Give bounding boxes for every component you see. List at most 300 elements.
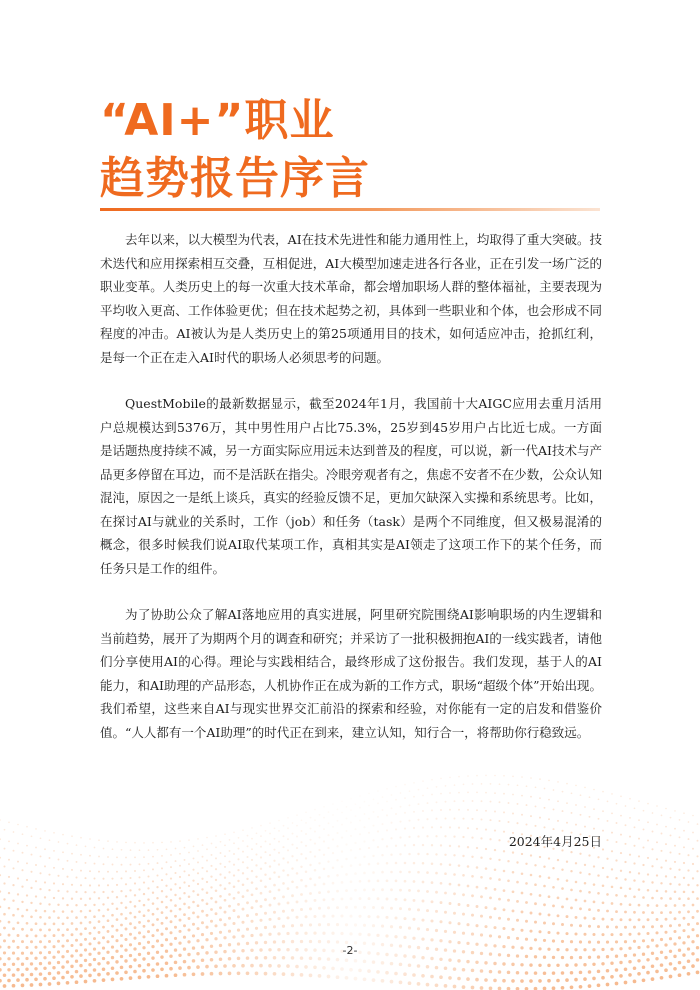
wave-dot xyxy=(669,883,671,885)
wave-dot xyxy=(557,897,560,900)
wave-dot xyxy=(251,859,253,861)
wave-dot xyxy=(462,818,464,820)
wave-dot xyxy=(241,964,245,968)
wave-dot xyxy=(134,870,136,872)
wave-dot xyxy=(638,888,641,891)
wave-dot xyxy=(102,891,104,893)
wave-dot xyxy=(8,934,11,937)
wave-dot xyxy=(175,848,177,850)
wave-dot xyxy=(152,880,154,882)
wave-dot xyxy=(656,890,659,893)
wave-dot xyxy=(197,904,200,907)
wave-dot xyxy=(291,867,293,869)
wave-dot xyxy=(471,914,474,917)
wave-dot xyxy=(619,974,623,978)
wave-dot xyxy=(98,920,101,923)
wave-dot xyxy=(368,880,371,883)
wave-dot xyxy=(448,958,451,961)
wave-dot xyxy=(228,930,231,933)
wave-dot xyxy=(642,864,644,866)
wave-dot xyxy=(269,890,272,893)
wave-dot xyxy=(260,868,262,870)
wave-dot xyxy=(98,931,101,934)
wave-dot xyxy=(440,844,442,846)
wave-dot xyxy=(683,877,685,879)
wave-dot xyxy=(615,877,617,879)
wave-dot xyxy=(422,862,425,865)
wave-dot xyxy=(219,918,222,921)
wave-dot xyxy=(372,855,374,857)
wave-dot xyxy=(670,817,672,819)
wave-dot xyxy=(219,895,222,898)
wave-dot xyxy=(273,911,276,914)
wave-dot xyxy=(439,920,442,923)
wave-dot xyxy=(593,828,595,830)
wave-dot xyxy=(255,887,258,890)
wave-dot xyxy=(385,934,388,937)
wave-dot xyxy=(404,844,406,846)
wave-dot xyxy=(363,960,367,964)
wave-dot xyxy=(655,931,658,934)
wave-dot xyxy=(606,858,608,860)
wave-dot xyxy=(583,963,586,966)
wave-dot xyxy=(278,903,281,906)
wave-dot xyxy=(502,927,505,930)
wave-dot xyxy=(619,961,622,964)
wave-dot xyxy=(539,797,541,799)
wave-dot xyxy=(8,822,10,824)
wave-dot xyxy=(400,806,402,808)
wave-dot xyxy=(656,858,658,860)
wave-dot xyxy=(512,776,514,778)
wave-dot xyxy=(457,959,460,962)
wave-dot xyxy=(624,926,627,929)
wave-dot xyxy=(512,813,514,815)
wave-dot xyxy=(480,837,482,839)
wave-dot xyxy=(305,812,307,814)
wave-dot xyxy=(21,901,23,903)
wave-dot xyxy=(232,964,236,968)
wave-dot xyxy=(255,853,257,855)
wave-dot xyxy=(512,871,515,874)
wave-dot xyxy=(323,868,326,871)
wave-dot xyxy=(458,864,461,867)
wave-dot xyxy=(260,892,263,895)
wave-dot xyxy=(21,915,24,918)
wave-dot xyxy=(31,835,33,837)
wave-dot xyxy=(633,940,636,943)
wave-dot xyxy=(39,972,43,976)
wave-dot xyxy=(75,916,78,919)
wave-dot xyxy=(449,883,452,886)
wave-dot xyxy=(278,841,280,843)
wave-dot xyxy=(8,876,10,878)
wave-dot xyxy=(268,918,271,921)
wave-dot xyxy=(363,889,366,892)
wave-dot xyxy=(390,962,394,966)
wave-dot xyxy=(669,962,673,966)
wave-dot xyxy=(228,905,231,908)
wave-dot xyxy=(345,906,348,909)
wave-dot xyxy=(548,838,550,840)
wave-dot xyxy=(458,845,460,847)
wave-dot xyxy=(287,817,289,819)
wave-dot xyxy=(332,898,335,901)
wave-dot xyxy=(656,918,659,921)
wave-dot xyxy=(647,904,650,907)
wave-dot xyxy=(53,897,55,899)
wave-dot xyxy=(80,933,83,936)
wave-dot xyxy=(390,822,392,824)
wave-dot xyxy=(210,875,212,877)
wave-dot xyxy=(107,840,109,842)
wave-dot xyxy=(93,877,95,879)
wave-dot xyxy=(102,957,105,960)
wave-dot xyxy=(193,857,195,859)
wave-dot xyxy=(201,867,203,869)
wave-dot xyxy=(521,795,523,797)
wave-dot xyxy=(377,880,380,883)
wave-dot xyxy=(458,827,460,829)
wave-dot xyxy=(552,922,555,925)
wave-dot xyxy=(296,900,299,903)
wave-dot xyxy=(62,834,64,836)
wave-dot xyxy=(480,856,482,858)
wave-dot xyxy=(129,889,131,891)
wave-dot xyxy=(601,962,604,965)
wave-dot xyxy=(664,968,668,972)
wave-dot xyxy=(133,958,136,961)
wave-dot xyxy=(111,903,113,905)
wave-dot xyxy=(269,877,272,880)
wave-dot xyxy=(259,964,263,968)
wave-dot xyxy=(390,980,394,984)
wave-dot xyxy=(345,873,348,876)
wave-dot xyxy=(215,835,217,837)
wave-dot xyxy=(651,925,654,928)
wave-dot xyxy=(201,899,204,902)
wave-dot xyxy=(696,910,699,913)
wave-dot xyxy=(588,891,591,894)
wave-dot xyxy=(426,871,429,874)
wave-dot xyxy=(674,810,676,812)
wave-dot xyxy=(467,792,469,794)
wave-dot xyxy=(143,925,146,928)
wave-dot xyxy=(381,906,384,909)
wave-dot xyxy=(40,855,42,857)
wave-dot xyxy=(462,874,465,877)
wave-dot xyxy=(79,964,82,967)
wave-dot xyxy=(525,938,528,941)
wave-dot xyxy=(44,923,47,926)
wave-dot xyxy=(12,884,14,886)
wave-dot xyxy=(462,968,466,972)
wave-dot xyxy=(183,960,187,964)
wave-dot xyxy=(296,886,299,889)
wave-dot xyxy=(165,927,168,930)
wave-dot xyxy=(485,867,488,870)
wave-dot xyxy=(444,872,447,875)
wave-dot xyxy=(17,908,20,911)
wave-dot xyxy=(651,911,654,914)
wave-dot xyxy=(467,827,469,829)
wave-dot xyxy=(125,870,127,872)
wave-dot xyxy=(363,924,366,927)
wave-dot xyxy=(620,887,623,890)
wave-dot xyxy=(336,874,339,877)
wave-dot xyxy=(516,937,519,940)
wave-dot xyxy=(296,847,298,849)
wave-dot xyxy=(309,974,313,978)
wave-dot xyxy=(211,854,213,856)
wave-dot xyxy=(35,934,38,937)
wave-dot xyxy=(256,843,258,845)
wave-dot xyxy=(494,775,496,777)
wave-dot xyxy=(583,933,586,936)
wave-dot xyxy=(481,783,483,785)
wave-dot xyxy=(579,924,582,927)
wave-dot xyxy=(277,964,281,968)
wave-dot xyxy=(687,935,690,938)
wave-dot xyxy=(471,818,473,820)
wave-dot xyxy=(318,862,320,864)
wave-dot xyxy=(381,871,384,874)
wave-dot xyxy=(350,897,353,900)
wave-dot xyxy=(516,842,518,844)
wave-dot xyxy=(147,898,149,900)
wave-dot xyxy=(318,940,321,943)
wave-dot xyxy=(215,857,217,859)
wave-dot xyxy=(205,926,208,929)
wave-dot xyxy=(251,893,254,896)
wave-dot xyxy=(341,812,343,814)
wave-dot xyxy=(138,888,140,890)
wave-dot xyxy=(526,804,528,806)
wave-dot xyxy=(57,940,60,943)
wave-dot xyxy=(493,962,496,965)
wave-dot xyxy=(503,870,506,873)
wave-dot xyxy=(435,853,437,855)
wave-dot xyxy=(62,922,65,925)
wave-dot xyxy=(26,879,28,881)
wave-dot xyxy=(107,908,110,911)
wave-dot xyxy=(193,846,195,848)
wave-dot xyxy=(646,958,649,961)
wave-dot xyxy=(98,856,100,858)
wave-dot xyxy=(336,859,338,861)
wave-dot xyxy=(0,979,2,983)
wave-dot xyxy=(310,817,312,819)
wave-dot xyxy=(507,860,509,862)
wave-dot xyxy=(385,916,388,919)
wave-dot xyxy=(566,841,568,843)
wave-dot xyxy=(0,874,1,876)
wave-dot xyxy=(624,843,626,845)
wave-dot xyxy=(219,884,221,886)
wave-dot xyxy=(210,958,214,962)
wave-dot xyxy=(282,882,285,885)
wave-dot xyxy=(345,843,347,845)
wave-dot xyxy=(615,859,617,861)
wave-dot xyxy=(372,871,375,874)
wave-dot xyxy=(629,817,631,819)
wave-dot xyxy=(192,901,195,904)
wave-dot xyxy=(341,881,344,884)
wave-dot xyxy=(93,915,96,918)
wave-dot xyxy=(215,868,217,870)
wave-dot xyxy=(570,851,572,853)
wave-dot xyxy=(238,837,240,839)
wave-dot xyxy=(593,883,596,886)
wave-dot xyxy=(606,876,608,878)
wave-dot xyxy=(444,984,448,988)
wave-dot xyxy=(557,859,559,861)
wave-dot xyxy=(516,822,518,824)
wave-dot xyxy=(0,890,1,892)
wave-dot xyxy=(368,847,370,849)
wave-dot xyxy=(602,918,605,921)
wave-dot xyxy=(192,912,195,915)
wave-dot xyxy=(13,831,15,833)
wave-dot xyxy=(314,819,316,821)
wave-dot xyxy=(520,979,524,983)
wave-dot xyxy=(341,824,343,826)
wave-dot xyxy=(89,855,91,857)
wave-dot xyxy=(543,885,546,888)
wave-dot xyxy=(22,833,24,835)
wave-dot xyxy=(84,904,86,906)
wave-dot xyxy=(534,902,537,905)
wave-dot xyxy=(57,961,60,964)
wave-dot xyxy=(287,861,289,863)
wave-dot xyxy=(498,970,502,974)
wave-dot xyxy=(435,929,438,932)
title-line-2: 趋势报告序言 xyxy=(100,153,370,204)
wave-dot xyxy=(565,932,568,935)
wave-dot xyxy=(399,836,401,838)
wave-dot xyxy=(431,900,434,903)
wave-dot xyxy=(692,891,695,894)
wave-dot xyxy=(170,878,172,880)
wave-dot xyxy=(683,904,686,907)
wave-dot xyxy=(196,939,199,942)
wave-dot xyxy=(85,862,87,864)
wave-dot xyxy=(688,838,690,840)
wave-dot xyxy=(579,985,583,989)
wave-dot xyxy=(385,971,389,975)
wave-dot xyxy=(386,845,388,847)
wave-dot xyxy=(364,801,366,803)
wave-dot xyxy=(408,820,410,822)
wave-dot xyxy=(102,936,105,939)
wave-dot xyxy=(526,785,528,787)
wave-dot xyxy=(228,893,231,896)
wave-dot xyxy=(30,871,32,873)
wave-dot xyxy=(336,923,339,926)
wave-dot xyxy=(30,940,33,943)
wave-dot xyxy=(148,863,150,865)
wave-dot xyxy=(674,890,677,893)
wave-dot xyxy=(436,801,438,803)
wave-dot xyxy=(436,786,438,788)
wave-dot xyxy=(463,800,465,802)
wave-dot xyxy=(313,931,316,934)
wave-dot xyxy=(448,976,452,980)
wave-dot xyxy=(273,884,276,887)
wave-dot xyxy=(273,871,275,873)
wave-dot xyxy=(512,851,514,853)
wave-dot xyxy=(571,812,573,814)
wave-dot xyxy=(219,863,221,865)
wave-dot xyxy=(503,831,505,833)
wave-dot xyxy=(359,795,361,797)
wave-dot xyxy=(395,880,398,883)
wave-dot xyxy=(161,879,163,881)
wave-dot xyxy=(0,933,1,936)
wave-dot xyxy=(696,897,699,900)
wave-dot xyxy=(278,830,280,832)
wave-dot xyxy=(620,903,623,906)
wave-dot xyxy=(372,978,376,982)
wave-dot xyxy=(390,853,392,855)
wave-dot xyxy=(48,982,52,986)
wave-dot xyxy=(301,819,303,821)
wave-dot xyxy=(233,842,235,844)
wave-dot xyxy=(43,967,46,970)
wave-dot xyxy=(421,919,424,922)
wave-dot xyxy=(562,810,564,812)
wave-dot xyxy=(287,901,290,904)
wave-dot xyxy=(115,939,118,942)
wave-dot xyxy=(93,979,97,983)
wave-dot xyxy=(107,884,109,886)
wave-dot xyxy=(363,906,366,909)
wave-dot xyxy=(611,813,613,815)
wave-dot xyxy=(602,901,605,904)
wave-dot xyxy=(611,793,613,795)
wave-dot xyxy=(490,783,492,785)
wave-dot xyxy=(543,971,547,975)
wave-dot xyxy=(273,849,275,851)
wave-dot xyxy=(593,847,595,849)
wave-dot xyxy=(30,916,33,919)
wave-dot xyxy=(508,802,510,804)
wave-dot xyxy=(660,925,663,928)
wave-dot xyxy=(161,842,163,844)
wave-dot xyxy=(323,840,325,842)
wave-dot xyxy=(138,911,141,914)
wave-dot xyxy=(499,783,501,785)
wave-dot xyxy=(210,865,212,867)
wave-dot xyxy=(345,830,347,832)
wave-dot xyxy=(305,885,308,888)
wave-dot xyxy=(48,916,51,919)
wave-dot xyxy=(94,847,96,849)
wave-dot xyxy=(480,818,482,820)
wave-dot xyxy=(116,871,118,873)
wave-dot xyxy=(431,809,433,811)
wave-dot xyxy=(66,928,69,931)
wave-dot xyxy=(16,957,19,960)
wave-dot xyxy=(543,865,545,867)
wave-dot xyxy=(350,822,352,824)
wave-dot xyxy=(643,828,645,830)
wave-dot xyxy=(399,889,402,892)
wave-dot xyxy=(309,878,312,881)
wave-dot xyxy=(386,801,388,803)
wave-dot xyxy=(652,831,654,833)
wave-dot xyxy=(444,854,446,856)
